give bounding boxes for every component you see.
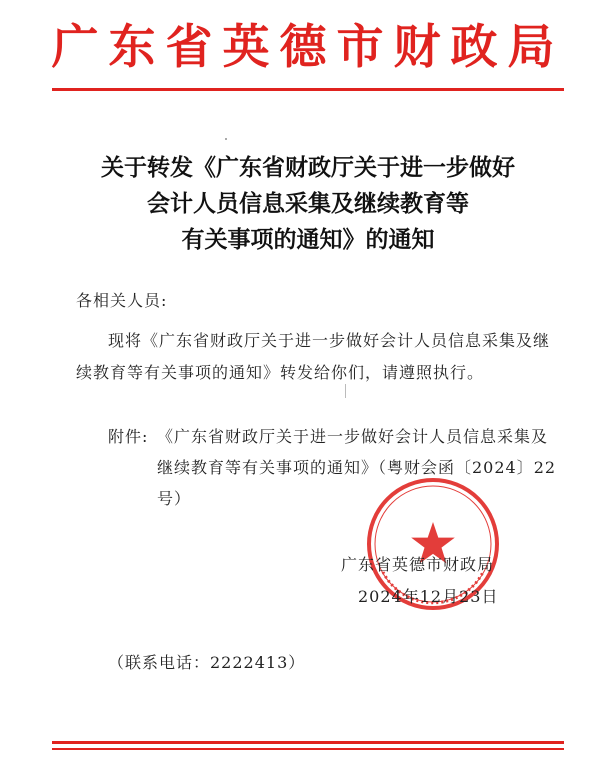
document-title-line-1: 关于转发《广东省财政厅关于进一步做好 xyxy=(101,154,515,181)
salutation: 各相关人员: xyxy=(76,291,168,310)
body-paragraph-line-2: 续教育等有关事项的通知》转发给你们，请遵照执行。 xyxy=(76,363,485,382)
footer-red-rule-bottom xyxy=(52,748,564,750)
attachment-line-2: 继续教育等有关事项的通知》（粤财会函〔2024〕22 xyxy=(157,458,557,477)
attachment-line-3: 号） xyxy=(157,489,192,508)
footer-red-rule-top xyxy=(52,741,564,744)
document-title-line-3: 有关事项的通知》的通知 xyxy=(181,226,435,253)
signature-date: 2024年12月23日 xyxy=(358,587,499,606)
letterhead-org-name: 广东省英德市财政局 xyxy=(51,20,565,75)
attachment-label: 附件: xyxy=(108,427,149,446)
header-red-rule xyxy=(52,88,564,91)
signature-org: 广东省英德市财政局 xyxy=(341,555,495,574)
scan-speck xyxy=(225,138,227,140)
body-paragraph-line-1: 现将《广东省财政厅关于进一步做好会计人员信息采集及继 xyxy=(108,331,551,350)
document-title-line-2: 会计人员信息采集及继续教育等 xyxy=(147,190,469,217)
attachment-line-1: 《广东省财政厅关于进一步做好会计人员信息采集及 xyxy=(157,427,549,446)
scan-mark xyxy=(345,384,346,398)
contact-phone: （联系电话：2222413） xyxy=(108,653,306,672)
